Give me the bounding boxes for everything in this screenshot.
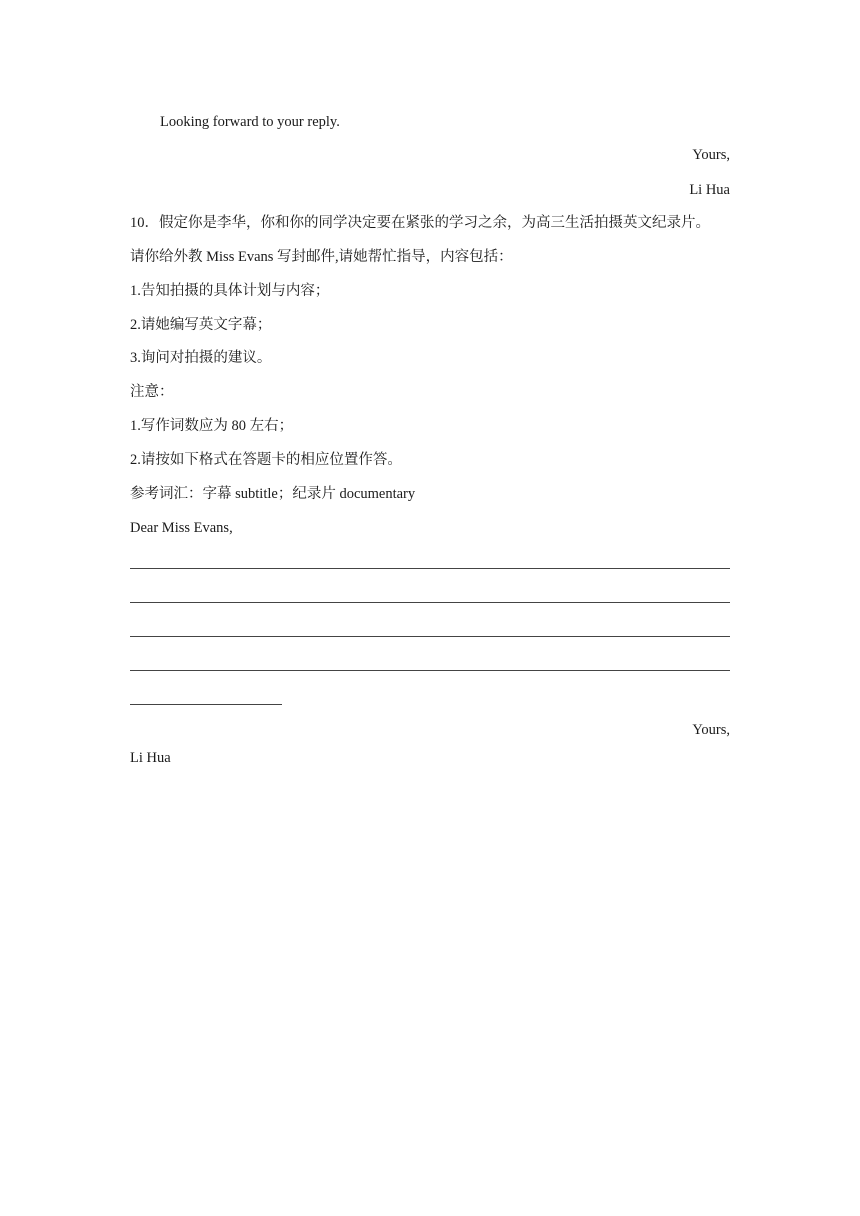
- content-point: 3.询问对拍摄的建议。: [130, 350, 272, 366]
- note-item: 1.写作词数应为 80 左右；: [130, 418, 294, 434]
- question-number: 10．: [130, 215, 159, 231]
- content-point: 2.请她编写英文字幕；: [130, 317, 272, 333]
- answer-line: [130, 670, 730, 671]
- answer-line-short: [130, 704, 282, 705]
- vocabulary-reference: 参考词汇：字幕 subtitle；纪录片 documentary: [130, 486, 416, 502]
- answer-line: [130, 568, 730, 569]
- prev-closing-line: Looking forward to your reply.: [160, 114, 340, 130]
- answer-signature: Li Hua: [130, 750, 171, 766]
- content-point: 1.告知拍摄的具体计划与内容；: [130, 283, 330, 299]
- answer-line: [130, 636, 730, 637]
- note-item: 2.请按如下格式在答题卡的相应位置作答。: [130, 452, 402, 468]
- question-intro: [130, 213, 730, 233]
- prev-sign-off: Yours,: [692, 147, 730, 163]
- document-page: [130, 0, 730, 1216]
- answer-line: [130, 602, 730, 603]
- notes-heading: 注意：: [130, 384, 174, 400]
- prev-signature: Li Hua: [689, 182, 730, 198]
- letter-salutation: Dear Miss Evans,: [130, 520, 233, 536]
- answer-sign-off: Yours,: [692, 722, 730, 738]
- question-intro-text: 假定你是李华，你和你的同学决定要在紧张的学习之余，为高三生活拍摄英文纪录片。: [159, 215, 710, 231]
- question-request: 请你给外教 Miss Evans 写封邮件,请她帮忙指导，内容包括：: [130, 249, 513, 265]
